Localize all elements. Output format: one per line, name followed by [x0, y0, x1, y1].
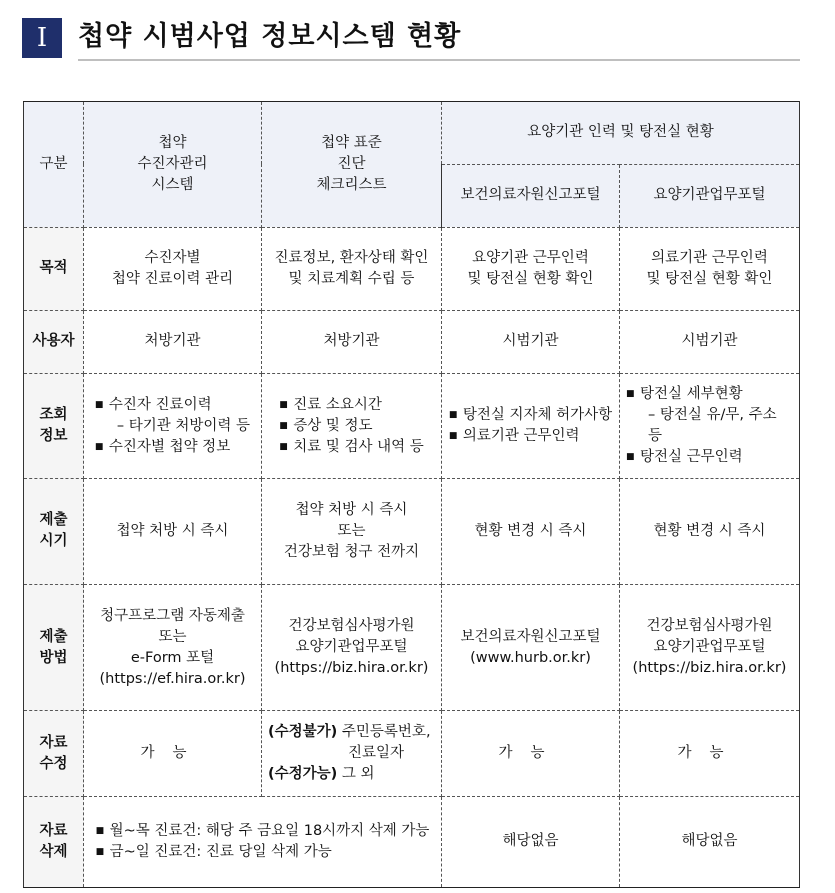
group-header: 요양기관 인력 및 탕전실 현황 — [442, 102, 800, 165]
title-underline — [78, 59, 800, 61]
info-system-table — [23, 101, 800, 888]
list-item: ■ 탕전실 근무인력 — [626, 447, 793, 468]
list-item: ■ 수진자 진료이력 — [95, 395, 250, 416]
cell: 가능 — [442, 711, 620, 796]
cell: 가능 — [84, 711, 262, 796]
cell: 현황 변경 시 즉시 — [442, 479, 620, 584]
cell: 보건의료자원신고포털 (www.hurb.or.kr) — [442, 584, 620, 711]
list-item: – 탕전실 유/무, 주소 등 — [648, 407, 777, 445]
cell: 가능 — [620, 711, 800, 796]
cell — [84, 796, 442, 887]
cell: 시범기관 — [620, 310, 800, 373]
cell: 처방기관 — [262, 310, 442, 373]
cell — [442, 373, 620, 478]
cell: 의료기관 근무인력 및 탕전실 현황 확인 — [620, 227, 800, 310]
row-submit-time — [24, 479, 800, 584]
row-label: 제출 시기 — [24, 479, 84, 584]
cell: 청구프로그램 자동제출 또는 e-Form 포털 (https://ef.hira.or.kr) — [84, 584, 262, 711]
list-item: ■ 의료기관 근무인력 — [449, 426, 612, 447]
row-label: 목적 — [24, 227, 84, 310]
row-label: 사용자 — [24, 310, 84, 373]
col-header-checklist: 첩약 표준 진단 체크리스트 — [262, 102, 442, 228]
section-header — [22, 16, 800, 60]
cell: 건강보험심사평가원 요양기관업무포털 (https://biz.hira.or.kr) — [620, 584, 800, 711]
row-label: 자료 수정 — [24, 711, 84, 796]
col-header-biz: 요양기관업무포털 — [620, 164, 800, 227]
row-query — [24, 373, 800, 478]
list-item: ■ 월~목 진료건: 해당 주 금요일 18시까지 삭제 가능 — [96, 821, 430, 842]
list-item: ■ 수진자별 첩약 정보 — [95, 437, 250, 458]
page-title: 첩약 시범사업 정보시스템 현황 — [78, 21, 462, 52]
col-header-patient-system: 첩약 수진자관리 시스템 — [84, 102, 262, 228]
cell: 수진자별 첩약 진료이력 관리 — [84, 227, 262, 310]
cell: 처방기관 — [84, 310, 262, 373]
list-item: ■ 진료 소요시간 — [279, 395, 424, 416]
list-item: – 타기관 처방이력 등 — [116, 417, 251, 434]
cell: 건강보험심사평가원 요양기관업무포털 (https://biz.hira.or.kr) — [262, 584, 442, 711]
row-label: 자료 삭제 — [24, 796, 84, 887]
cell: 진료정보, 환자상태 확인 및 치료계획 수립 등 — [262, 227, 442, 310]
list-item: ■ 치료 및 검사 내역 등 — [279, 437, 424, 458]
cell — [620, 373, 800, 478]
row-label: 제출 방법 — [24, 584, 84, 711]
cell: 해당없음 — [442, 796, 620, 887]
section-number-badge: I — [22, 18, 62, 58]
corner-header: 구분 — [24, 102, 84, 228]
row-user — [24, 310, 800, 373]
list-item: ■ 증상 및 정도 — [279, 416, 424, 437]
cell: (수정불가) 주민등록번호, 진료일자 (수정가능) 그 외 — [262, 711, 442, 796]
cell: 현황 변경 시 즉시 — [620, 479, 800, 584]
row-submit-method — [24, 584, 800, 711]
cell: 해당없음 — [620, 796, 800, 887]
list-item: ■ 금~일 진료건: 진료 당일 삭제 가능 — [96, 842, 430, 863]
row-edit — [24, 711, 800, 796]
cell — [84, 373, 262, 478]
row-label: 조회 정보 — [24, 373, 84, 478]
cell: 시범기관 — [442, 310, 620, 373]
cell: 첩약 처방 시 즉시 — [84, 479, 262, 584]
row-purpose — [24, 227, 800, 310]
cell — [262, 373, 442, 478]
col-header-hurb: 보건의료자원신고포털 — [442, 164, 620, 227]
list-item: ■ 탕전실 세부현황 — [626, 384, 793, 405]
cell: 요양기관 근무인력 및 탕전실 현황 확인 — [442, 227, 620, 310]
cell: 첩약 처방 시 즉시 또는 건강보험 청구 전까지 — [262, 479, 442, 584]
list-item: ■ 탕전실 지자체 허가사항 — [449, 405, 612, 426]
row-delete — [24, 796, 800, 887]
